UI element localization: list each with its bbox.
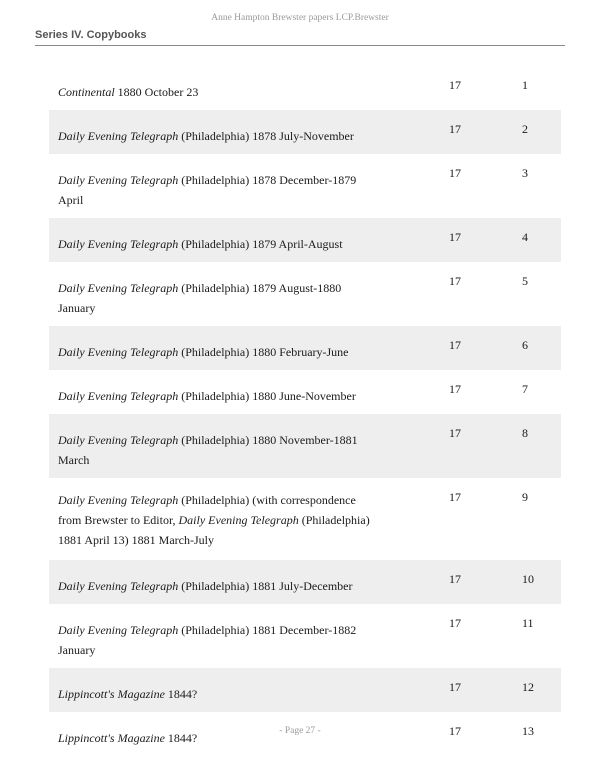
item-title bbox=[58, 170, 371, 210]
list-item bbox=[49, 154, 561, 218]
item-title bbox=[58, 342, 371, 362]
container-list bbox=[49, 66, 561, 756]
folder-number: 4 bbox=[522, 230, 528, 244]
publication-name: Daily Evening Telegraph bbox=[58, 345, 179, 359]
item-description: 1880 October 23 bbox=[114, 85, 199, 99]
publication-name: Lippincott's Magazine bbox=[58, 687, 165, 701]
item-description: (Philadelphia) 1880 February-June bbox=[178, 345, 349, 359]
box-number: 17 bbox=[449, 338, 461, 352]
box-number: 17 bbox=[449, 490, 461, 504]
item-title bbox=[58, 684, 371, 704]
item-title bbox=[58, 620, 371, 660]
publication-name: Daily Evening Telegraph bbox=[58, 237, 179, 251]
publication-name: Daily Evening Telegraph bbox=[58, 173, 179, 187]
publication-name: Continental bbox=[58, 85, 115, 99]
publication-name: Daily Evening Telegraph bbox=[178, 513, 299, 527]
list-item bbox=[49, 668, 561, 712]
folder-number: 13 bbox=[522, 724, 534, 738]
item-description: (Philadelphia) 1878 July-November bbox=[178, 129, 354, 143]
folder-number: 7 bbox=[522, 382, 528, 396]
item-description: 1844? bbox=[164, 687, 198, 701]
publication-name: Daily Evening Telegraph bbox=[58, 389, 179, 403]
item-title bbox=[58, 386, 371, 406]
list-item bbox=[49, 326, 561, 370]
box-number: 17 bbox=[449, 274, 461, 288]
box-number: 17 bbox=[449, 230, 461, 244]
item-description: (Philadelphia) 1879 August-1880 January bbox=[58, 281, 342, 315]
item-description: (Philadelphia) 1878 December-1879 April bbox=[58, 173, 357, 207]
series-title: Series IV. Copybooks bbox=[35, 29, 147, 41]
page-number: - Page 27 - bbox=[279, 726, 321, 736]
folder-number: 2 bbox=[522, 122, 528, 136]
item-title bbox=[58, 82, 371, 102]
publication-name: Daily Evening Telegraph bbox=[58, 129, 179, 143]
header-divider bbox=[35, 45, 565, 46]
item-title bbox=[58, 126, 371, 146]
folder-number: 9 bbox=[522, 490, 528, 504]
item-description: 1844? bbox=[164, 731, 198, 745]
publication-name: Daily Evening Telegraph bbox=[58, 579, 179, 593]
box-number: 17 bbox=[449, 572, 461, 586]
publication-name: Daily Evening Telegraph bbox=[58, 281, 179, 295]
box-number: 17 bbox=[449, 616, 461, 630]
publication-name: Lippincott's Magazine bbox=[58, 731, 165, 745]
box-number: 17 bbox=[449, 166, 461, 180]
list-item bbox=[49, 262, 561, 326]
item-title bbox=[58, 278, 371, 318]
folder-number: 11 bbox=[522, 616, 534, 630]
publication-name: Daily Evening Telegraph bbox=[58, 623, 179, 637]
folder-number: 6 bbox=[522, 338, 528, 352]
box-number: 17 bbox=[449, 426, 461, 440]
list-item bbox=[49, 370, 561, 414]
folder-number: 3 bbox=[522, 166, 528, 180]
item-description: (Philadelphia) 1881 December-1882 January bbox=[58, 623, 357, 657]
list-item bbox=[49, 560, 561, 604]
publication-name: Daily Evening Telegraph bbox=[58, 493, 179, 507]
list-item bbox=[49, 414, 561, 478]
folder-number: 5 bbox=[522, 274, 528, 288]
folder-number: 8 bbox=[522, 426, 528, 440]
item-title bbox=[58, 576, 371, 596]
box-number: 17 bbox=[449, 78, 461, 92]
list-item bbox=[49, 478, 561, 560]
item-title bbox=[58, 234, 371, 254]
item-description: (Philadelphia) (with correspondence from Brewster to Editor, bbox=[58, 493, 356, 527]
box-number: 17 bbox=[449, 724, 461, 738]
folder-number: 1 bbox=[522, 78, 528, 92]
item-description: (Philadelphia) 1880 November-1881 March bbox=[58, 433, 358, 467]
box-number: 17 bbox=[449, 680, 461, 694]
item-description: (Philadelphia) 1879 April-August bbox=[178, 237, 343, 251]
list-item bbox=[49, 66, 561, 110]
publication-name: Daily Evening Telegraph bbox=[58, 433, 179, 447]
item-title bbox=[58, 430, 371, 470]
list-item bbox=[49, 604, 561, 668]
box-number: 17 bbox=[449, 382, 461, 396]
item-description: (Philadelphia) 1881 July-December bbox=[178, 579, 353, 593]
list-item bbox=[49, 110, 561, 154]
item-title bbox=[58, 490, 371, 550]
item-description: (Philadelphia) 1881 April 13) 1881 March-July bbox=[58, 513, 370, 547]
list-item bbox=[49, 218, 561, 262]
folder-number: 12 bbox=[522, 680, 534, 694]
box-number: 17 bbox=[449, 122, 461, 136]
running-header: Anne Hampton Brewster papers LCP.Brewster bbox=[211, 13, 389, 23]
folder-number: 10 bbox=[522, 572, 534, 586]
item-description: (Philadelphia) 1880 June-November bbox=[178, 389, 356, 403]
